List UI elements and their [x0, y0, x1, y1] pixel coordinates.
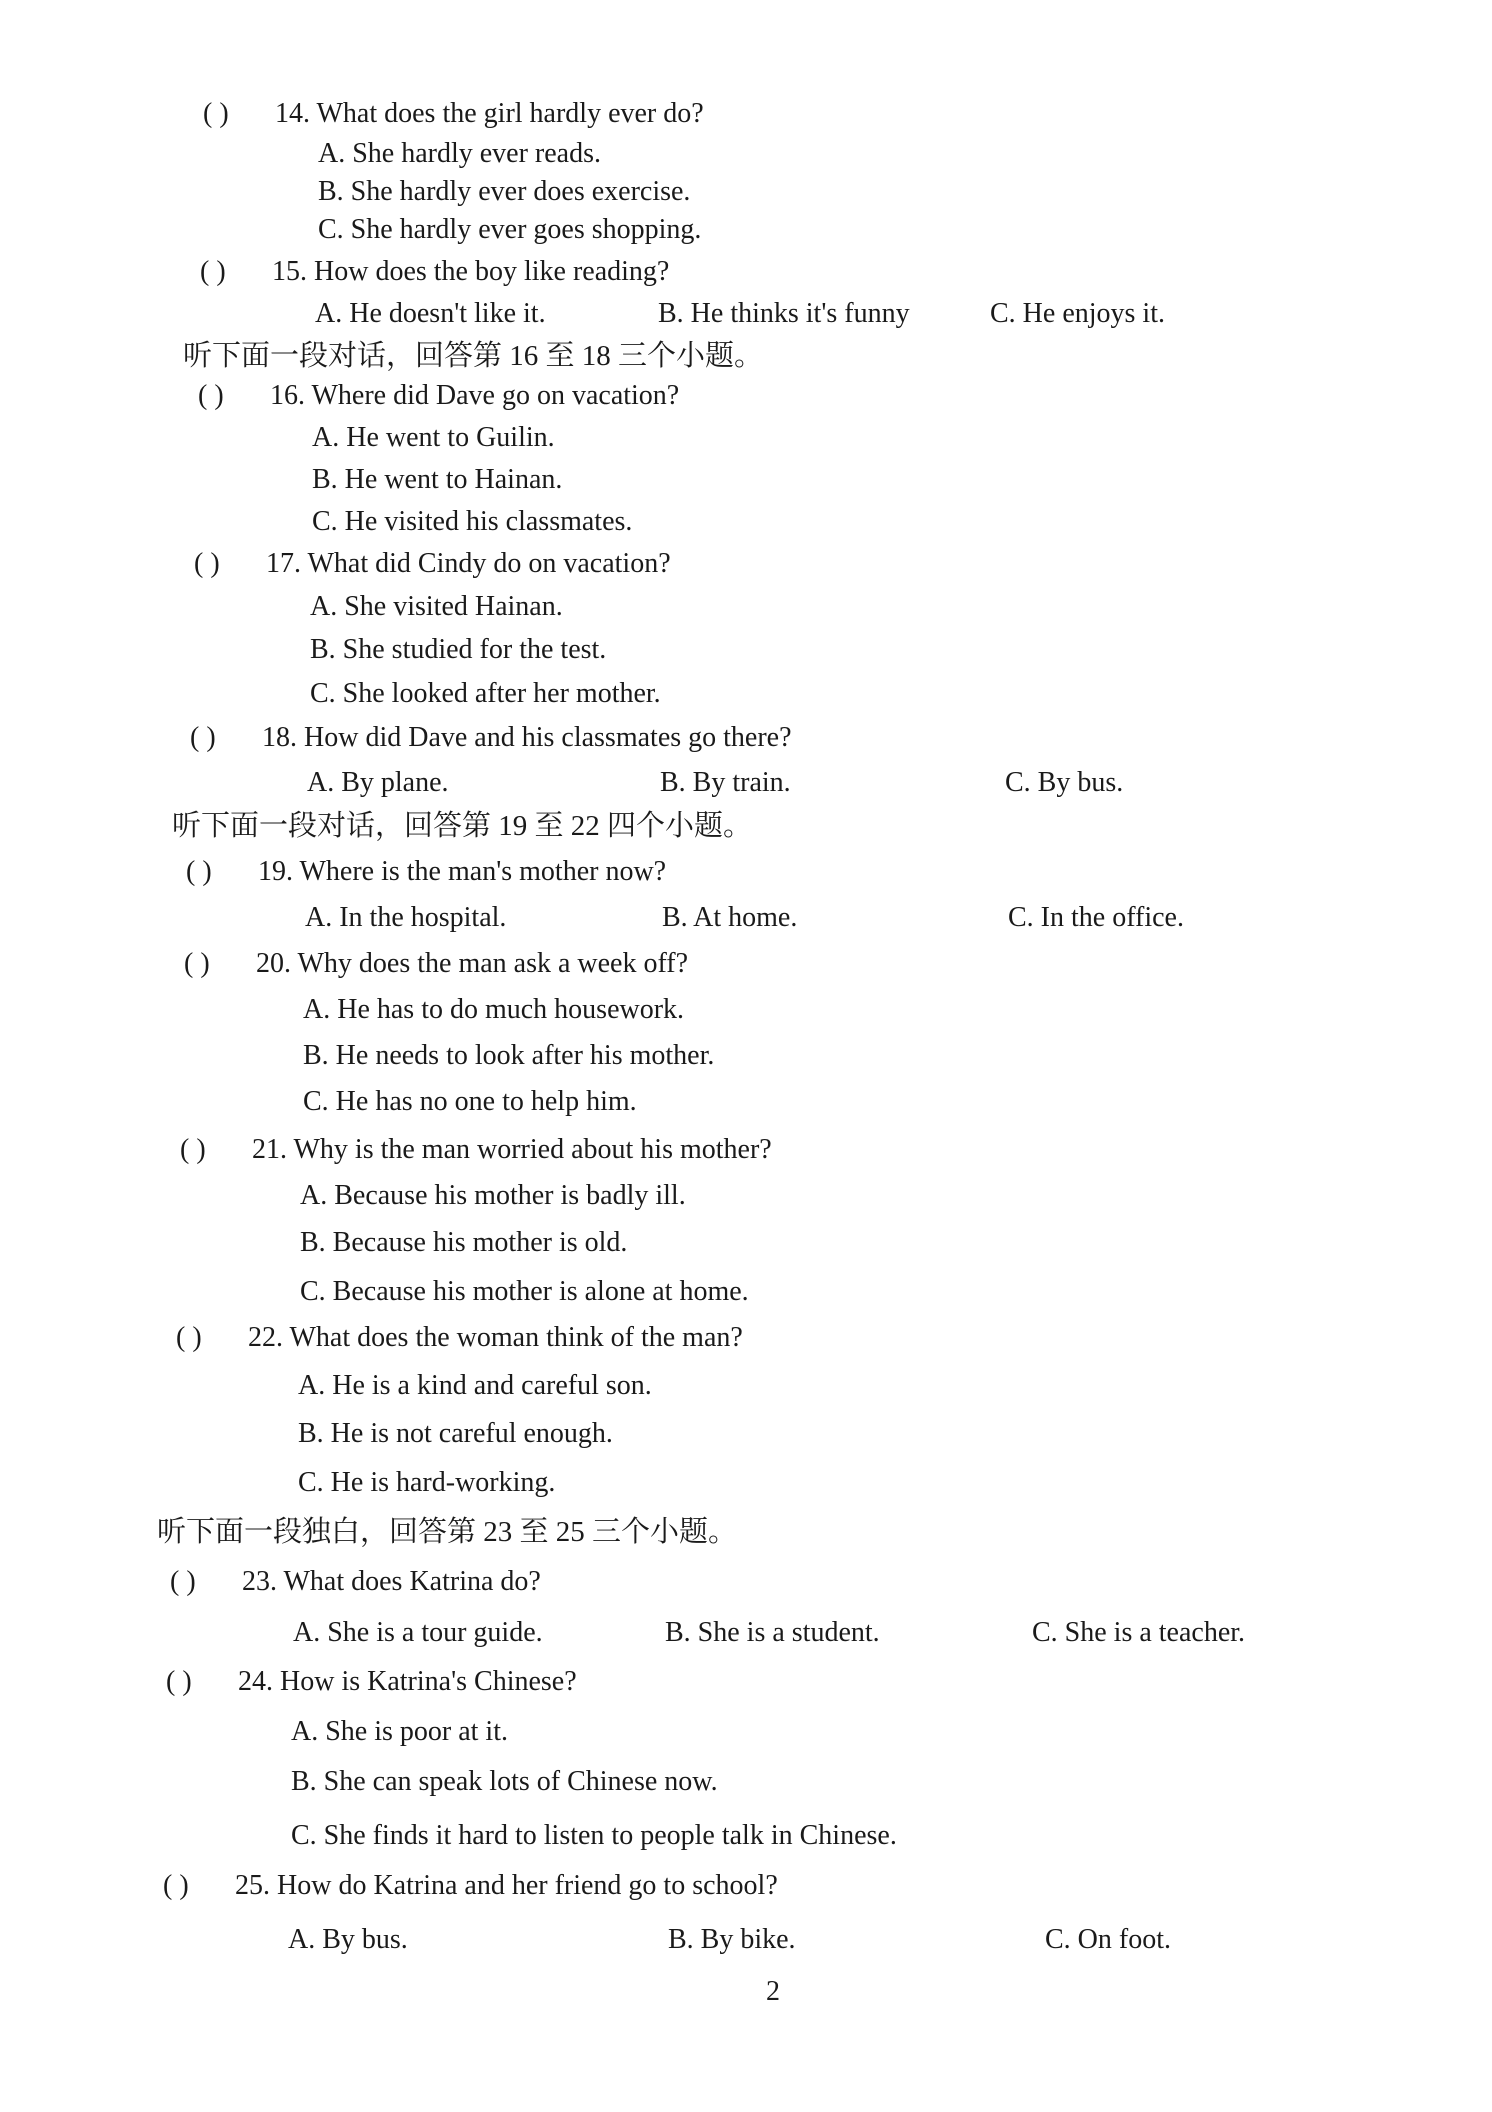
answer-parentheses: ( ) — [170, 1566, 196, 1597]
option-21-b: B. Because his mother is old. — [300, 1227, 628, 1258]
question-text: 24. How is Katrina's Chinese? — [238, 1666, 577, 1697]
answer-parentheses: ( ) — [200, 256, 226, 287]
question-16 — [198, 382, 679, 410]
option-16-a: A. He went to Guilin. — [312, 422, 555, 453]
option-20-a: A. He has to do much housework. — [303, 994, 685, 1025]
section-heading-23-25: 听下面一段独白，回答第 23 至 25 三个小题。 — [157, 1516, 738, 1548]
answer-parentheses: ( ) — [198, 380, 224, 411]
option-23-c: C. She is a teacher. — [1032, 1617, 1246, 1648]
option-22-c: C. He is hard-working. — [298, 1467, 556, 1498]
question-text: 19. Where is the man's mother now? — [258, 856, 667, 887]
question-19 — [186, 858, 666, 886]
question-20 — [184, 950, 688, 978]
answer-parentheses: ( ) — [176, 1322, 202, 1353]
question-text: 17. What did Cindy do on vacation? — [266, 548, 671, 579]
option-18-a: A. By plane. — [307, 767, 449, 798]
question-17 — [194, 550, 671, 578]
question-25 — [163, 1872, 778, 1900]
option-24-b: B. She can speak lots of Chinese now. — [291, 1766, 718, 1797]
option-16-c: C. He visited his classmates. — [312, 506, 633, 537]
option-25-a: A. By bus. — [288, 1924, 408, 1955]
option-20-b: B. He needs to look after his mother. — [303, 1040, 715, 1071]
question-text: 20. Why does the man ask a week off? — [256, 948, 689, 979]
option-14-b: B. She hardly ever does exercise. — [318, 176, 691, 207]
question-text: 15. How does the boy like reading? — [272, 256, 670, 287]
option-21-c: C. Because his mother is alone at home. — [300, 1276, 749, 1307]
option-17-a: A. She visited Hainan. — [310, 591, 563, 622]
answer-parentheses: ( ) — [194, 548, 220, 579]
option-15-b: B. He thinks it's funny — [658, 298, 910, 329]
option-14-a: A. She hardly ever reads. — [318, 138, 602, 169]
question-text: 14. What does the girl hardly ever do? — [275, 98, 704, 129]
question-14 — [203, 100, 704, 128]
section-heading-19-22: 听下面一段对话，回答第 19 至 22 四个小题。 — [172, 810, 753, 842]
answer-parentheses: ( ) — [184, 948, 210, 979]
option-17-b: B. She studied for the test. — [310, 634, 607, 665]
question-text: 23. What does Katrina do? — [242, 1566, 541, 1597]
answer-parentheses: ( ) — [203, 98, 229, 129]
option-21-a: A. Because his mother is badly ill. — [300, 1180, 686, 1211]
option-19-c: C. In the office. — [1008, 902, 1184, 933]
section-heading-16-18: 听下面一段对话，回答第 16 至 18 三个小题。 — [183, 340, 764, 372]
option-19-b: B. At home. — [662, 902, 798, 933]
option-18-b: B. By train. — [660, 767, 791, 798]
option-25-b: B. By bike. — [668, 1924, 796, 1955]
option-17-c: C. She looked after her mother. — [310, 678, 661, 709]
question-text: 16. Where did Dave go on vacation? — [270, 380, 680, 411]
option-23-a: A. She is a tour guide. — [293, 1617, 543, 1648]
option-15-c: C. He enjoys it. — [990, 298, 1165, 329]
option-24-c: C. She finds it hard to listen to people talk in Chinese. — [291, 1820, 897, 1851]
option-22-b: B. He is not careful enough. — [298, 1418, 613, 1449]
option-22-a: A. He is a kind and careful son. — [298, 1370, 652, 1401]
question-23 — [170, 1568, 541, 1596]
answer-parentheses: ( ) — [163, 1870, 189, 1901]
question-15 — [200, 258, 669, 286]
question-18 — [190, 724, 792, 752]
page-number: 2 — [766, 1976, 780, 2007]
answer-parentheses: ( ) — [180, 1134, 206, 1165]
option-25-c: C. On foot. — [1045, 1924, 1171, 1955]
option-23-b: B. She is a student. — [665, 1617, 880, 1648]
option-19-a: A. In the hospital. — [305, 902, 507, 933]
question-22 — [176, 1324, 743, 1352]
option-14-c: C. She hardly ever goes shopping. — [318, 214, 702, 245]
answer-parentheses: ( ) — [190, 722, 216, 753]
question-24 — [166, 1668, 577, 1696]
option-18-c: C. By bus. — [1005, 767, 1124, 798]
option-24-a: A. She is poor at it. — [291, 1716, 508, 1747]
question-21 — [180, 1136, 772, 1164]
option-15-a: A. He doesn't like it. — [315, 298, 546, 329]
option-20-c: C. He has no one to help him. — [303, 1086, 637, 1117]
question-text: 18. How did Dave and his classmates go there? — [262, 722, 792, 753]
answer-parentheses: ( ) — [166, 1666, 192, 1697]
answer-parentheses: ( ) — [186, 856, 212, 887]
question-text: 21. Why is the man worried about his mother? — [252, 1134, 772, 1165]
question-text: 22. What does the woman think of the man? — [248, 1322, 743, 1353]
option-16-b: B. He went to Hainan. — [312, 464, 563, 495]
question-text: 25. How do Katrina and her friend go to school? — [235, 1870, 778, 1901]
